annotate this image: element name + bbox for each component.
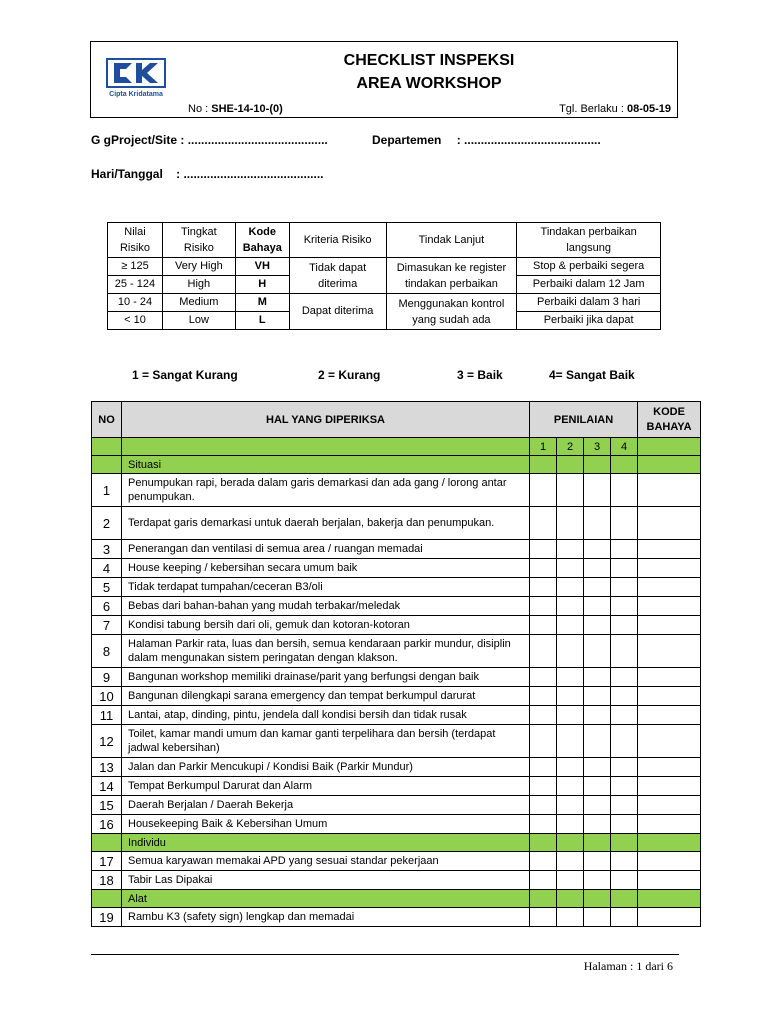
score-cell[interactable] (611, 725, 638, 758)
item-text: Terdapat garis demarkasi untuk daerah berjalan, bakerja dan penumpukan. (122, 507, 530, 540)
risk-header-cell: Nilai Risiko (108, 223, 163, 258)
item-text: Halaman Parkir rata, luas dan bersih, semua kendaraan parkir mundur, disiplin dalam mengunakan sistem peringatan dengan klakson. (122, 635, 530, 668)
section-row-situasi (92, 456, 701, 474)
col-no-header: NO (92, 402, 122, 438)
title-line-1: CHECKLIST INSPEKSI (343, 52, 515, 69)
item-number: 15 (92, 796, 122, 815)
score-cell[interactable] (557, 908, 584, 927)
code-cell[interactable] (638, 796, 701, 815)
risk-code: M (235, 294, 289, 312)
table-row (92, 687, 701, 706)
code-cell[interactable] (638, 908, 701, 927)
table-row (92, 507, 701, 540)
code-cell[interactable] (638, 578, 701, 597)
item-number: 4 (92, 559, 122, 578)
table-row (92, 796, 701, 815)
date-value: : .......................................... (176, 167, 324, 181)
company-logo (106, 58, 166, 98)
code-cell[interactable] (638, 687, 701, 706)
score-cell[interactable] (611, 871, 638, 890)
department-value: : ......................................... (456, 133, 601, 147)
score-cell[interactable] (530, 668, 557, 687)
table-row (92, 474, 701, 507)
score-cell[interactable] (530, 852, 557, 871)
score-cell[interactable] (557, 815, 584, 834)
code-cell[interactable] (638, 871, 701, 890)
col-code-header: KODE BAHAYA (638, 402, 701, 438)
score-cell[interactable] (584, 668, 611, 687)
code-cell[interactable] (638, 474, 701, 507)
code-cell[interactable] (638, 559, 701, 578)
item-number: 8 (92, 635, 122, 668)
item-number: 1 (92, 474, 122, 507)
score-cell[interactable] (611, 578, 638, 597)
item-text: Tempat Berkumpul Darurat dan Alarm (122, 777, 530, 796)
document-number (188, 103, 283, 115)
item-number: 11 (92, 706, 122, 725)
table-row (92, 635, 701, 668)
score-cell[interactable] (530, 616, 557, 635)
score-level: 4 (611, 438, 638, 456)
score-cell[interactable] (584, 815, 611, 834)
score-cell[interactable] (611, 758, 638, 777)
score-cell[interactable] (530, 540, 557, 559)
item-number: 10 (92, 687, 122, 706)
score-cell[interactable] (557, 706, 584, 725)
risk-cell: High (162, 276, 235, 294)
section-row-alat (92, 890, 701, 908)
risk-code: H (235, 276, 289, 294)
legend-item: 4= Sangat Baik (549, 368, 635, 382)
doc-no-value: SHE-14-10-(0) (211, 103, 283, 115)
item-number: 7 (92, 616, 122, 635)
item-number: 13 (92, 758, 122, 777)
project-label: G gProject/Site : (91, 133, 185, 147)
score-cell[interactable] (584, 796, 611, 815)
item-number: 16 (92, 815, 122, 834)
score-cell[interactable] (611, 668, 638, 687)
code-cell[interactable] (638, 777, 701, 796)
score-cell[interactable] (530, 796, 557, 815)
score-cell[interactable] (530, 597, 557, 616)
date-label: Hari/Tanggal (91, 167, 163, 181)
item-number: 6 (92, 597, 122, 616)
risk-cell: < 10 (108, 312, 163, 330)
item-number: 2 (92, 507, 122, 540)
item-text: Rambu K3 (safety sign) lengkap dan memadai (122, 908, 530, 927)
risk-header-cell: Tindak Lanjut (386, 223, 517, 258)
department-label: Departemen (372, 133, 442, 147)
score-cell[interactable] (557, 777, 584, 796)
score-cell[interactable] (530, 507, 557, 540)
checklist-header-row (92, 402, 701, 438)
item-text: Daerah Berjalan / Daerah Bekerja (122, 796, 530, 815)
logo-text: Cipta Kridatama (109, 91, 163, 98)
score-cell[interactable] (584, 908, 611, 927)
score-cell[interactable] (557, 635, 584, 668)
score-cell[interactable] (557, 725, 584, 758)
score-cell[interactable] (530, 635, 557, 668)
score-cell[interactable] (530, 559, 557, 578)
score-cell[interactable] (611, 796, 638, 815)
item-text: Jalan dan Parkir Mencukupi / Kondisi Baik (Parkir Mundur) (122, 758, 530, 777)
risk-row (108, 258, 661, 276)
department-line[interactable] (372, 133, 601, 147)
risk-cell: Low (162, 312, 235, 330)
score-cell[interactable] (584, 540, 611, 559)
item-text: Toilet, kamar mandi umum dan kamar ganti terpelihara dan bersih (terdapat jadwal kebersihan) (122, 725, 530, 758)
title-line-2: AREA WORKSHOP (356, 75, 502, 92)
item-number: 5 (92, 578, 122, 597)
code-cell[interactable] (638, 507, 701, 540)
table-row (92, 559, 701, 578)
table-row (92, 616, 701, 635)
page-number: Halaman : 1 dari 6 (583, 959, 673, 973)
score-cell[interactable] (557, 852, 584, 871)
risk-followup: Dimasukan ke register tindakan perbaikan (386, 258, 517, 294)
risk-cell: Very High (162, 258, 235, 276)
score-cell[interactable] (530, 687, 557, 706)
project-site-line[interactable] (91, 133, 328, 147)
score-cell[interactable] (611, 507, 638, 540)
score-cell[interactable] (557, 758, 584, 777)
table-row (92, 852, 701, 871)
score-cell[interactable] (557, 796, 584, 815)
score-cell[interactable] (584, 597, 611, 616)
risk-cell: Perbaiki jika dapat (517, 312, 661, 330)
score-cell[interactable] (584, 507, 611, 540)
score-cell[interactable] (530, 758, 557, 777)
item-number: 17 (92, 852, 122, 871)
item-text: Lantai, atap, dinding, pintu, jendela dall kondisi bersih dan tidak rusak (122, 706, 530, 725)
score-cell[interactable] (584, 725, 611, 758)
score-level: 2 (557, 438, 584, 456)
score-cell[interactable] (530, 725, 557, 758)
risk-code: VH (235, 258, 289, 276)
effective-date (559, 103, 671, 115)
score-cell[interactable] (611, 777, 638, 796)
score-cell[interactable] (611, 474, 638, 507)
code-cell[interactable] (638, 852, 701, 871)
score-cell[interactable] (611, 597, 638, 616)
code-cell[interactable] (638, 668, 701, 687)
score-cell[interactable] (530, 908, 557, 927)
col-score-header: PENILAIAN (530, 402, 638, 438)
score-cell[interactable] (557, 578, 584, 597)
risk-cell: Perbaiki dalam 12 Jam (517, 276, 661, 294)
score-cell[interactable] (557, 507, 584, 540)
risk-cell: Stop & perbaiki segera (517, 258, 661, 276)
score-cell[interactable] (584, 871, 611, 890)
score-cell[interactable] (611, 616, 638, 635)
risk-cell: Perbaiki dalam 3 hari (517, 294, 661, 312)
item-number: 18 (92, 871, 122, 890)
score-level: 1 (530, 438, 557, 456)
score-cell[interactable] (584, 616, 611, 635)
col-item-header: HAL YANG DIPERIKSA (122, 402, 530, 438)
score-cell[interactable] (611, 687, 638, 706)
table-row (92, 668, 701, 687)
risk-cell: 25 - 124 (108, 276, 163, 294)
score-cell[interactable] (557, 687, 584, 706)
score-level: 3 (584, 438, 611, 456)
table-row (92, 758, 701, 777)
item-number: 9 (92, 668, 122, 687)
doc-no-label: No : (188, 103, 209, 115)
score-cell[interactable] (557, 597, 584, 616)
item-text: Semua karyawan memakai APD yang sesuai standar pekerjaan (122, 852, 530, 871)
item-text: Bangunan workshop memiliki drainase/parit yang berfungsi dengan baik (122, 668, 530, 687)
score-cell[interactable] (530, 474, 557, 507)
table-row (92, 725, 701, 758)
code-cell[interactable] (638, 597, 701, 616)
table-row (92, 706, 701, 725)
score-cell[interactable] (584, 852, 611, 871)
risk-criteria: Dapat diterima (289, 294, 386, 330)
score-cell[interactable] (611, 815, 638, 834)
item-text: House keeping / kebersihan secara umum baik (122, 559, 530, 578)
effective-value: 08-05-19 (626, 103, 671, 115)
risk-cell: 10 - 24 (108, 294, 163, 312)
table-row (92, 540, 701, 559)
item-number: 19 (92, 908, 122, 927)
score-cell[interactable] (530, 706, 557, 725)
score-cell[interactable] (530, 777, 557, 796)
table-row (92, 908, 701, 927)
code-cell[interactable] (638, 635, 701, 668)
score-cell[interactable] (557, 668, 584, 687)
score-cell[interactable] (557, 871, 584, 890)
item-number: 12 (92, 725, 122, 758)
checklist-table (91, 401, 701, 927)
code-cell[interactable] (638, 706, 701, 725)
risk-header-cell: Tingkat Risiko (162, 223, 235, 258)
score-cell[interactable] (611, 908, 638, 927)
item-text: Bebas dari bahan-bahan yang mudah terbakar/meledak (122, 597, 530, 616)
score-cell[interactable] (584, 578, 611, 597)
score-cell[interactable] (530, 815, 557, 834)
item-text: Penumpukan rapi, berada dalam garis demarkasi dan ada gang / lorong antar penumpukan. (122, 474, 530, 507)
effective-label: Tgl. Berlaku : (559, 103, 624, 115)
score-cell[interactable] (611, 559, 638, 578)
score-cell[interactable] (584, 474, 611, 507)
risk-followup: Menggunakan kontrol yang sudah ada (386, 294, 517, 330)
risk-header-row (108, 223, 661, 258)
score-cell[interactable] (530, 578, 557, 597)
code-cell[interactable] (638, 540, 701, 559)
risk-header-cell: Kriteria Risiko (289, 223, 386, 258)
project-value: .......................................... (187, 133, 328, 147)
score-cell[interactable] (530, 871, 557, 890)
section-label: Situasi (122, 456, 530, 474)
table-row (92, 578, 701, 597)
table-row (92, 815, 701, 834)
score-cell[interactable] (557, 540, 584, 559)
code-cell[interactable] (638, 725, 701, 758)
risk-reference-table (107, 222, 661, 330)
risk-cell: ≥ 125 (108, 258, 163, 276)
table-row (92, 597, 701, 616)
risk-header-cell: Kode Bahaya (235, 223, 289, 258)
date-line[interactable] (91, 167, 324, 181)
score-cell[interactable] (584, 777, 611, 796)
risk-row (108, 294, 661, 312)
item-text: Tabir Las Dipakai (122, 871, 530, 890)
legend-item: 3 = Baik (457, 368, 503, 382)
risk-header-cell: Tindakan perbaikan langsung (517, 223, 661, 258)
legend-item: 2 = Kurang (318, 368, 381, 382)
item-text: Bangunan dilengkapi sarana emergency dan tempat berkumpul darurat (122, 687, 530, 706)
code-cell[interactable] (638, 616, 701, 635)
risk-cell: Medium (162, 294, 235, 312)
score-cell[interactable] (557, 559, 584, 578)
score-cell[interactable] (584, 559, 611, 578)
section-row-individu (92, 834, 701, 852)
item-text: Kondisi tabung bersih dari oli, gemuk dan kotoran-kotoran (122, 616, 530, 635)
footer-divider (91, 954, 679, 955)
score-cell[interactable] (611, 635, 638, 668)
item-text: Housekeeping Baik & Kebersihan Umum (122, 815, 530, 834)
code-cell[interactable] (638, 815, 701, 834)
score-cell[interactable] (584, 706, 611, 725)
score-cell[interactable] (584, 758, 611, 777)
item-text: Tidak terdapat tumpahan/ceceran B3/oli (122, 578, 530, 597)
score-cell[interactable] (611, 852, 638, 871)
risk-criteria: Tidak dapat diterima (289, 258, 386, 294)
item-number: 3 (92, 540, 122, 559)
code-cell[interactable] (638, 758, 701, 777)
legend-item: 1 = Sangat Kurang (132, 368, 238, 382)
table-row (92, 777, 701, 796)
score-cell[interactable] (557, 474, 584, 507)
score-cell[interactable] (584, 687, 611, 706)
item-number: 14 (92, 777, 122, 796)
score-cell[interactable] (584, 635, 611, 668)
section-label: Individu (122, 834, 530, 852)
item-text: Penerangan dan ventilasi di semua area / ruangan memadai (122, 540, 530, 559)
section-label: Alat (122, 890, 530, 908)
score-level-row (92, 438, 701, 456)
score-cell[interactable] (557, 616, 584, 635)
table-row (92, 871, 701, 890)
risk-code: L (235, 312, 289, 330)
score-cell[interactable] (611, 540, 638, 559)
score-cell[interactable] (611, 706, 638, 725)
